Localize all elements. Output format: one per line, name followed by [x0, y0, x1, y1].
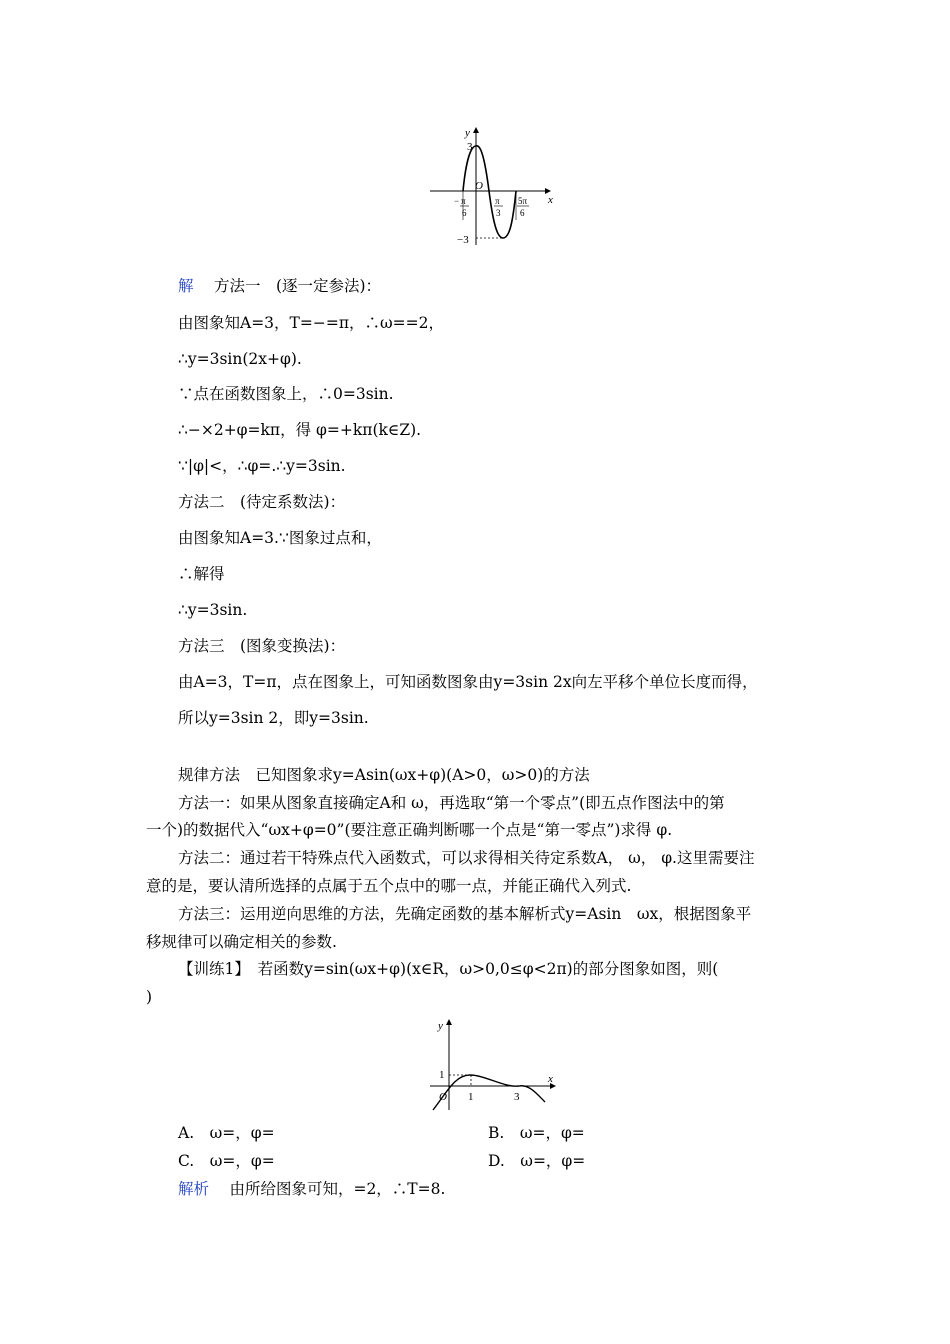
svg-text:π: π [495, 196, 500, 206]
rule-method1-cont: 一个)的数据代入“ωx+φ=0”(要注意正确判断哪一个点是“第一零点”)求得 φ. [146, 821, 673, 839]
y-axis-label: y [465, 127, 470, 139]
solution-line: ∵点在函数图象上，∴0=3sin. [178, 385, 394, 403]
x-axis-label: x [548, 1073, 553, 1085]
exercise-question: 【训练1】 若函数y=sin(ωx+φ)(x∈R，ω>0,0≤φ<2π)的部分图象如图，则( [178, 960, 719, 978]
figure-sine-graph-1 [425, 120, 560, 250]
option-a: A. ω=，φ= [178, 1124, 275, 1142]
analysis-text: 由所给图象可知，=2，∴T=8. [229, 1180, 446, 1198]
analysis-label: 解析 [178, 1180, 210, 1198]
svg-text:3: 3 [496, 208, 501, 218]
figure-sine-graph-2 [425, 1012, 565, 1114]
solution-line: 由图象知A=3，T=−=π，∴ω==2， [178, 314, 445, 332]
method2-title: 方法二 (待定系数法)： [178, 493, 346, 511]
exercise-question-cont: ) [146, 988, 153, 1006]
rule-title: 规律方法 已知图象求y=Asin(ωx+φ)(A>0，ω>0)的方法 [178, 766, 590, 784]
y-min-label: −3 [457, 234, 469, 246]
solution-label: 解 [178, 277, 194, 295]
method3-title: 方法三 (图象变换法)： [178, 637, 346, 655]
y-axis-label: y [438, 1020, 443, 1032]
solution-line: ∴−×2+φ=kπ，得 φ=+kπ(k∈Z). [178, 421, 422, 439]
svg-text:6: 6 [462, 208, 467, 218]
origin-label: O [475, 180, 483, 192]
method1-title: 方法一 (逐一定参法)： [213, 277, 382, 295]
svg-text:−: − [454, 196, 460, 206]
solution-line: ∴解得 [178, 565, 225, 583]
solution-line: 由A=3，T=π，点在图象上，可知函数图象由y=3sin 2x向左平移个单位长度而得， [178, 673, 758, 691]
analysis-line [178, 1179, 445, 1199]
rule-method3-cont: 移规律可以确定相关的参数. [146, 933, 337, 951]
solution-line: ∵|φ|<，∴φ=.∴y=3sin. [178, 457, 346, 475]
rule-method3: 方法三：运用逆向思维的方法，先确定函数的基本解析式y=Asin ωx，根据图象平 [178, 905, 752, 923]
solution-header [178, 276, 381, 296]
rule-method2: 方法二：通过若干特殊点代入函数式，可以求得相关待定系数A， ω， φ.这里需要注 [178, 849, 755, 867]
svg-text:6: 6 [520, 208, 525, 218]
solution-line: ∴y=3sin. [178, 601, 248, 619]
x-tick-label: 3 [514, 1091, 520, 1103]
origin-label: O [439, 1091, 447, 1103]
y-tick-label: 1 [439, 1069, 445, 1081]
x-tick-label: 1 [468, 1091, 474, 1103]
rule-method2-cont: 意的是，要认清所选择的点属于五个点中的哪一点，并能正确代入列式. [146, 877, 632, 895]
solution-line: 所以y=3sin 2，即y=3sin. [178, 709, 369, 727]
option-c: C. ω=，φ= [178, 1152, 275, 1170]
option-b: B. ω=，φ= [488, 1124, 585, 1142]
rule-method1: 方法一：如果从图象直接确定A和 ω，再选取“第一个零点”(即五点作图法中的第 [178, 794, 725, 812]
solution-line: 由图象知A=3.∵图象过点和， [178, 529, 382, 547]
y-max-label: 3 [467, 141, 473, 153]
option-d: D. ω=，φ= [488, 1152, 586, 1170]
x-axis-label: x [548, 194, 553, 206]
solution-line: ∴y=3sin(2x+φ). [178, 350, 302, 368]
svg-text:π: π [461, 196, 466, 206]
svg-text:5π: 5π [518, 196, 528, 206]
